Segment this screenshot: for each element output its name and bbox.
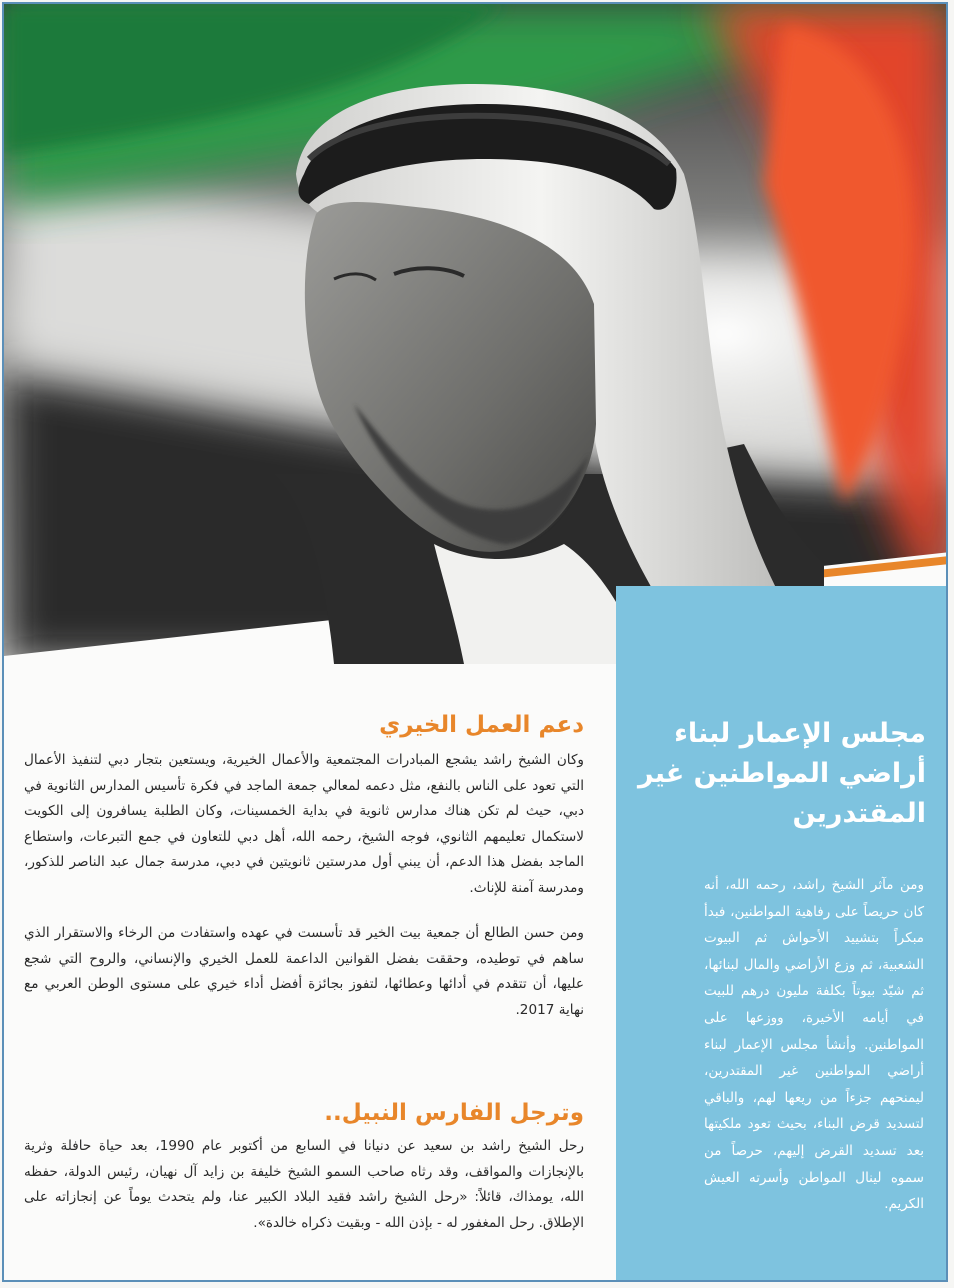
section-charity [24, 712, 584, 1023]
section-farewell [24, 1100, 584, 1236]
section-heading: دعم العمل الخيري [379, 712, 584, 738]
sidebar-body: ومن مآثر الشيخ راشد، رحمه الله، أنه كان حريصاً على رفاهية المواطنين، فبدأ مبكراً بتشييد الأحواش ثم البيوت الشعبية، ثم وزع الأراضي والمال لبنائها، ثم شيّد بيوتاً بكلفة مليون درهم للبيت في أيامه الأخيرة، ووزعها على المواطنين. وأنشأ مجلس الإعمار لبناء أراضي المواطنين غير المقتدرين، ليمنحهم جزءاً من ريعها لهم، والباقي لتسديد قرض البناء، بحيث تعود ملكيتها بعد تسديد القرض إليهم، حرصاً من سموه لينال المواطن وأسرته العيش الكريم. [704, 877, 924, 1213]
paragraph: ومن حسن الطالع أن جمعية بيت الخير قد تأسست في عهده واستفادت من الرخاء والاستقرار الذي ساهم في توطيده، وحققت بفضل القوانين الداعمة للعمل الخيري والإنساني، والروح التي شجع عليها، أن تتقدم في أدائها وعطائها، لتفوز بجائزة أفضل أداء خيري على مستوى الوطن العربي مع نهاية 2017. [24, 925, 584, 1018]
magazine-page [2, 2, 948, 1282]
sidebar-title: مجلس الإعمار لبناء أراضي المواطنين غير المقتدرين [638, 718, 926, 829]
sidebar-panel [616, 586, 948, 1282]
portrait-figure [4, 4, 948, 664]
paragraph: وكان الشيخ راشد يشجع المبادرات المجتمعية والأعمال الخيرية، ويستعين بتجار دبي لتنفيذ الأعمال التي تعود على الناس بالنفع، مثل دعمه لمعالي جمعة الماجد في فكرة تأسيس المدارس الثانوية في دبي، حيث لم تكن هناك مدارس ثانوية في بداية الخمسينات، وكان الطلبة يسافرون إلى الكويت لاستكمال تعليمهم الثانوي، فوجه الشيخ، رحمه الله، أهل دبي للتعاون في جمع التبرعات، واستطاع الماجد بفضل هذا الدعم، أن يبني أول مدرستين ثانويتين في دبي، مدرسة جمال عبد الناصر للذكور، ومدرسة آمنة للإناث. [24, 752, 584, 896]
paragraph: رحل الشيخ راشد بن سعيد عن دنيانا في السابع من أكتوبر عام 1990، بعد حياة حافلة وثرية بالإنجازات والمواقف، وقد رثاه صاحب السمو الشيخ خليفة بن زايد آل نهيان، رئيس الدولة، حفظه الله، يومذاك، قائلاً: «رحل الشيخ راشد فقيد البلاد الكبير عنا، ولم يتحدث يوماً عن إنجازاته على الإطلاق. رحل المغفور له - بإذن الله - وبقيت ذكراه خالدة». [24, 1138, 584, 1231]
hero-photo [4, 4, 948, 664]
section-heading: وترجل الفارس النبيل.. [324, 1100, 584, 1126]
